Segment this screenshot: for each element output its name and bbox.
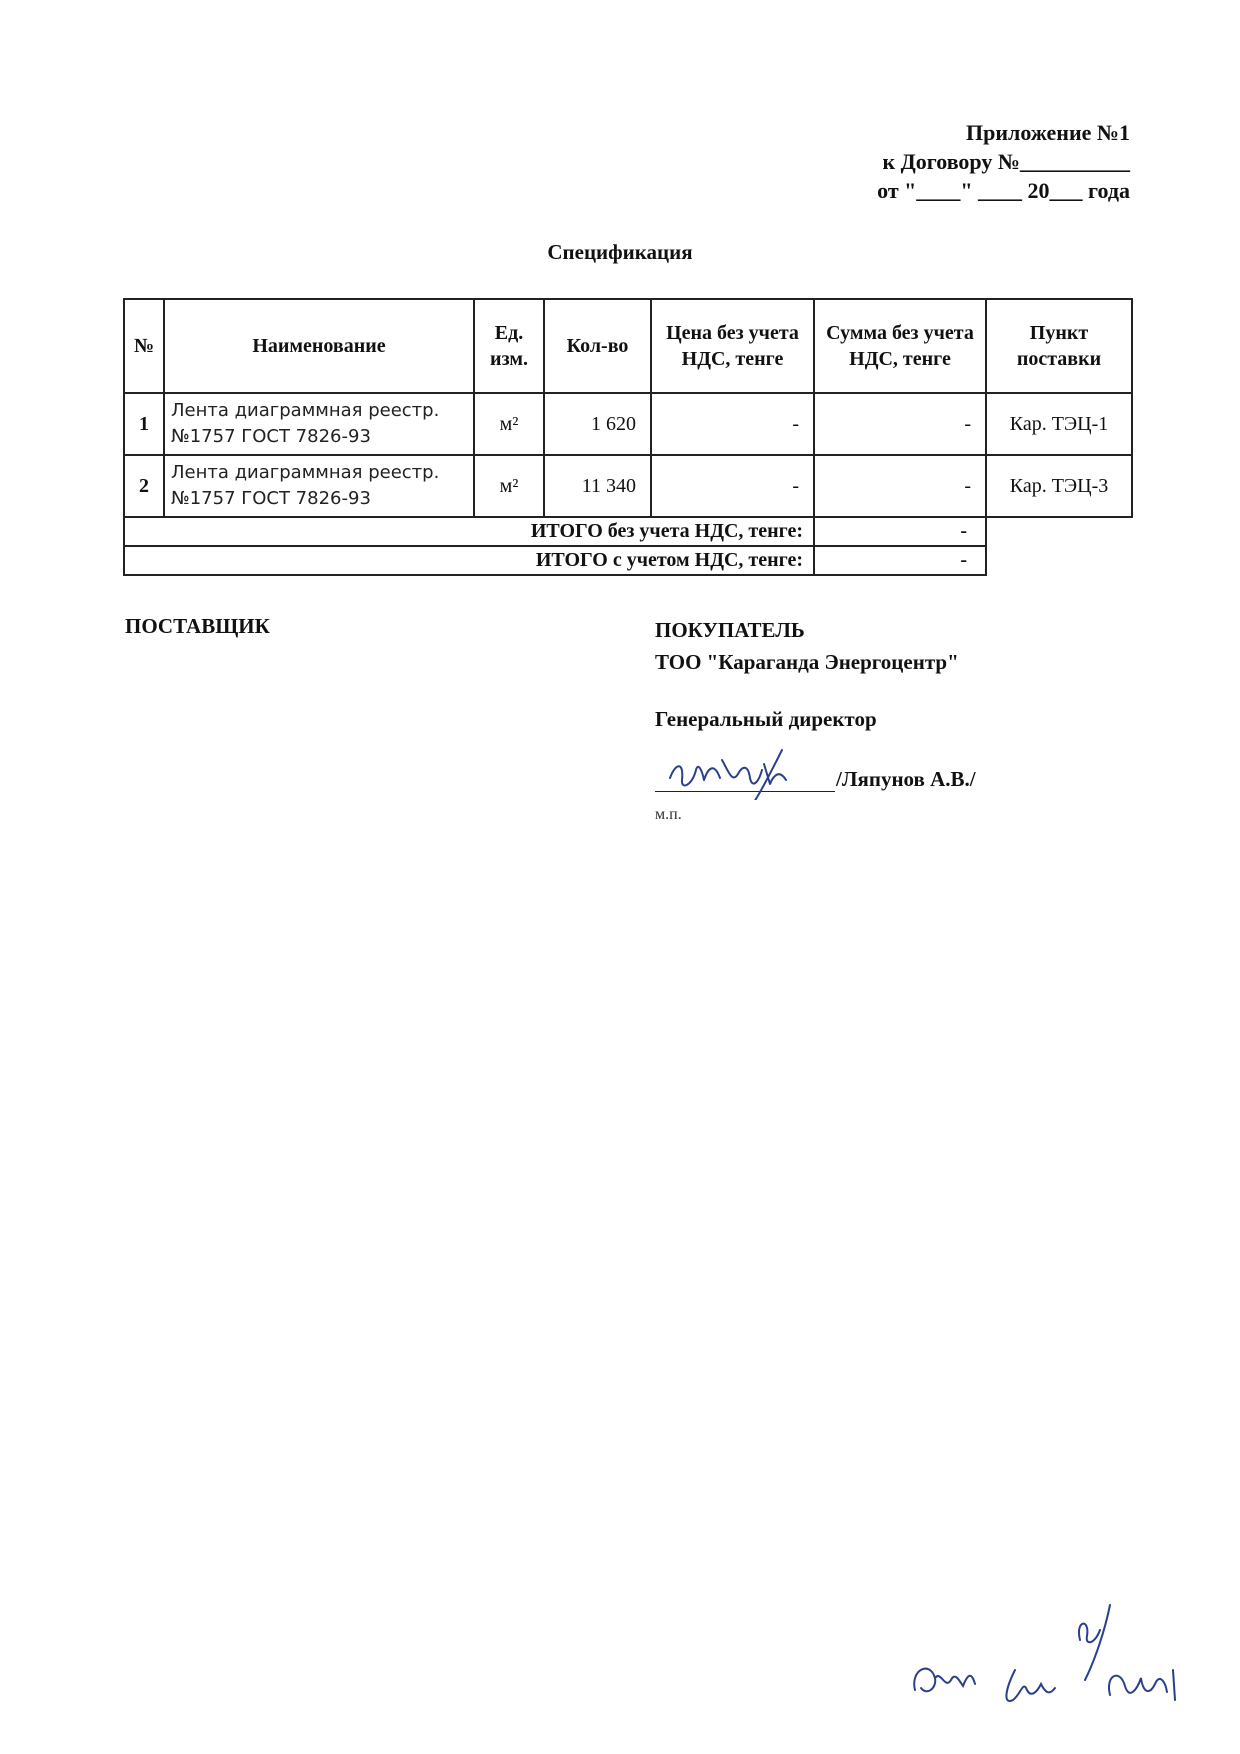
header-num: № [124,299,164,393]
row-point: Кар. ТЭЦ-1 [986,393,1132,455]
header-unit: Ед. изм. [474,299,544,393]
header-qty: Кол-во [544,299,651,393]
table-row [124,393,1132,455]
appendix-header [877,118,1130,205]
row-name: Лента диаграммная реестр. №1757 ГОСТ 7826-93 [164,393,474,455]
table-row [124,455,1132,517]
row-point: Кар. ТЭЦ-3 [986,455,1132,517]
total-row-with-vat [124,546,1132,575]
total-value: - [814,546,986,575]
row-unit: м² [474,455,544,517]
empty-cell [986,517,1132,546]
header-sum: Сумма без учета НДС, тенге [814,299,986,393]
buyer-position: Генеральный директор [655,707,877,731]
header-price: Цена без учета НДС, тенге [651,299,814,393]
total-label: ИТОГО с учетом НДС, тенге: [124,546,814,575]
row-unit: м² [474,393,544,455]
table-header-row [124,299,1132,393]
appendix-number: Приложение №1 [966,120,1130,145]
buyer-company: ТОО "Караганда Энергоцентр" [655,650,959,674]
total-row-without-vat [124,517,1132,546]
total-value: - [814,517,986,546]
document-title: Спецификация [547,240,693,264]
total-label: ИТОГО без учета НДС, тенге: [124,517,814,546]
signatory-name: /Ляпунов А.В./ [836,767,976,791]
buyer-label: ПОКУПАТЕЛЬ [655,618,805,642]
specification-table [123,298,1133,576]
row-sum: - [814,455,986,517]
row-num: 1 [124,393,164,455]
initials-icon [905,1600,1195,1710]
signature-icon [662,740,812,800]
stamp-note: м.п. [655,806,682,823]
header-name: Наименование [164,299,474,393]
row-name: Лента диаграммная реестр. №1757 ГОСТ 7826-93 [164,455,474,517]
supplier-label: ПОСТАВЩИК [125,614,270,638]
row-price: - [651,393,814,455]
row-qty: 1 620 [544,393,651,455]
contract-reference: к Договору №__________ [882,149,1130,174]
buyer-block [655,614,959,678]
row-price: - [651,455,814,517]
row-num: 2 [124,455,164,517]
empty-cell [986,546,1132,575]
row-qty: 11 340 [544,455,651,517]
header-point: Пункт поставки [986,299,1132,393]
row-sum: - [814,393,986,455]
contract-date: от "____" ____ 20___ года [877,178,1130,203]
